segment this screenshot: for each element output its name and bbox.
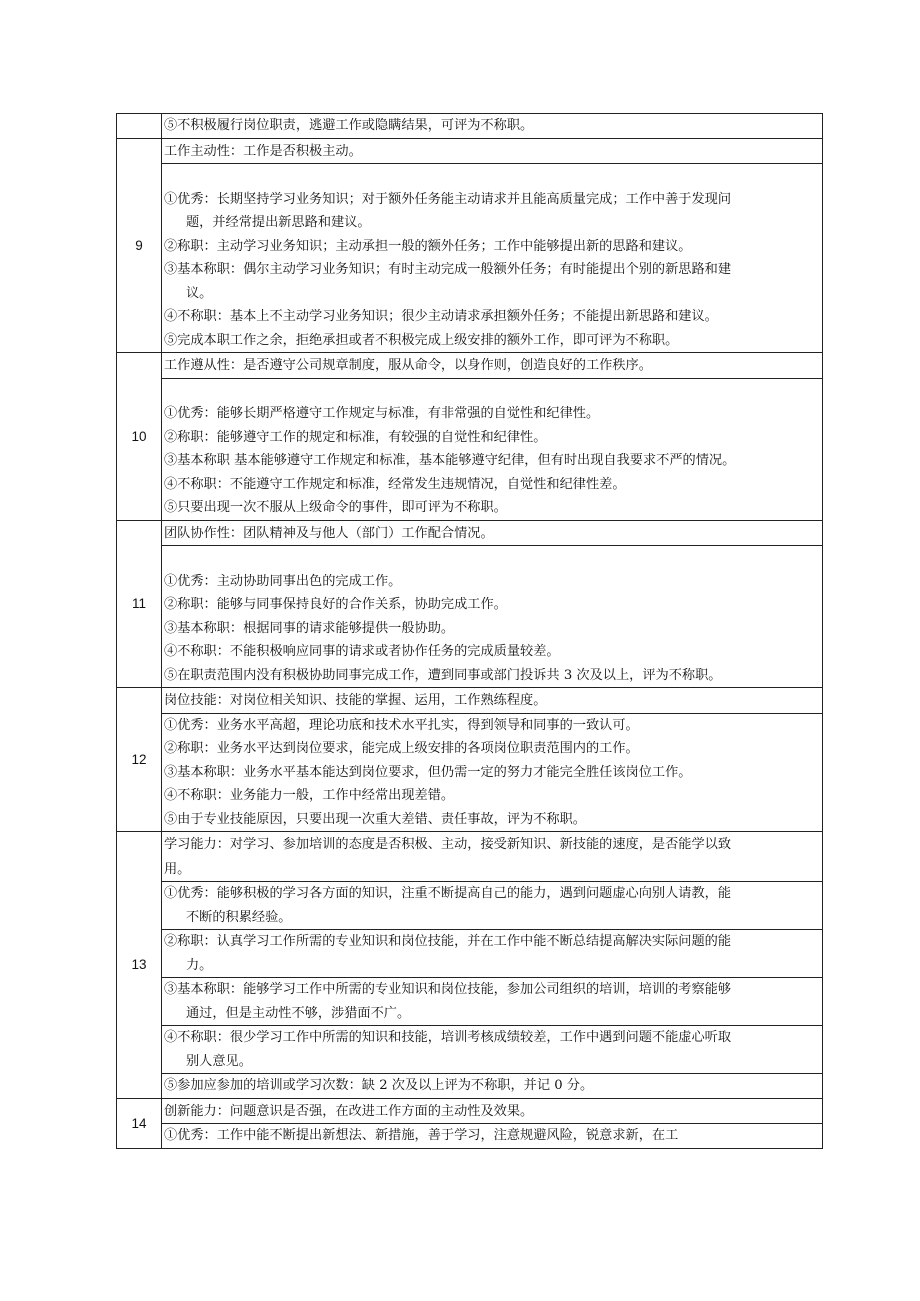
item-number: 10 bbox=[117, 353, 162, 521]
table-row bbox=[117, 1074, 823, 1099]
table-row bbox=[117, 378, 823, 520]
table-row bbox=[117, 688, 823, 714]
criteria-cell bbox=[162, 1026, 823, 1074]
criteria-cell bbox=[162, 713, 823, 832]
item-number: 14 bbox=[117, 1098, 162, 1148]
criteria-cell bbox=[162, 882, 823, 930]
item-number: 13 bbox=[117, 832, 162, 1099]
criteria-cell bbox=[162, 1124, 823, 1149]
criteria-header: 工作主动性：工作是否积极主动。 bbox=[162, 138, 823, 164]
criteria-item: ②称职：业务水平达到岗位要求，能完成上级安排的各项岗位职责范围内的工作。 bbox=[164, 741, 639, 756]
criteria-item: ④不称职：业务能力一般，工作中经常出现差错。 bbox=[164, 788, 455, 803]
criteria-item: ⑤不积极履行岗位职责，逃避工作或隐瞒结果，可评为不称职。 bbox=[164, 118, 534, 133]
criteria-cell bbox=[162, 930, 823, 978]
table-row bbox=[117, 882, 823, 930]
criteria-item: ⑤只要出现一次不服从上级命令的事件，即可评为不称职。 bbox=[164, 500, 507, 515]
criteria-cell bbox=[162, 978, 823, 1026]
criteria-item: ⑤完成本职工作之余，拒绝承担或者不积极完成上级安排的额外工作，即可评为不称职。 bbox=[164, 332, 679, 348]
criteria-item: ③基本称职：根据同事的请求能够提供一般协助。 bbox=[164, 620, 455, 636]
criteria-item: ①优秀：能够长期严格遵守工作规定与标准，有非常强的自觉性和纪律性。 bbox=[164, 406, 600, 421]
criteria-item: ③基本称职：能够学习工作中所需的专业知识和岗位技能，参加公司组织的培训，培训的考察能够 通过，但是主动性不够，涉猎面不广。 bbox=[164, 982, 732, 1021]
criteria-item: ⑤参加应参加的培训或学习次数：缺 2 次及以上评为不称职，并记 0 分。 bbox=[164, 1078, 594, 1093]
criteria-item: ③基本称职：偶尔主动学习业务知识；有时主动完成一般额外任务；有时能提出个别的新思路和建 议。 bbox=[164, 262, 732, 301]
criteria-item: ④不称职：很少学习工作中所需的知识和技能，培训考核成绩较差，工作中遇到问题不能虚心听取 别人意见。 bbox=[164, 1030, 732, 1069]
criteria-header: 团队协作性：团队精神及与他人（部门）工作配合情况。 bbox=[162, 520, 823, 546]
table-row bbox=[117, 114, 823, 139]
table-row bbox=[117, 1098, 823, 1124]
criteria-item: ⑤在职责范围内没有积极协助同事完成工作，遭到同事或部门投诉共 3 次及以上，评为不称职。 bbox=[164, 667, 722, 683]
criteria-item: ①优秀：工作中能不断提出新想法、新措施，善于学习，注意规避风险，锐意求新，在工 bbox=[164, 1128, 679, 1143]
criteria-item: ①优秀：能够积极的学习各方面的知识，注重不断提高自己的能力，遇到问题虚心向别人请教，能 不断的积累经验。 bbox=[164, 886, 732, 925]
item-number: 9 bbox=[117, 138, 162, 353]
criteria-item: ②称职：能够与同事保持良好的合作关系，协助完成工作。 bbox=[164, 597, 507, 612]
criteria-header: 创新能力：问题意识是否强，在改进工作方面的主动性及效果。 bbox=[162, 1098, 823, 1124]
criteria-cell bbox=[162, 378, 823, 520]
criteria-cell bbox=[162, 1074, 823, 1099]
item-number: 11 bbox=[117, 520, 162, 688]
criteria-cell bbox=[162, 546, 823, 688]
criteria-item: ②称职：认真学习工作所需的专业知识和岗位技能，并在工作中能不断总结提高解决实际问题的能 力。 bbox=[164, 934, 732, 973]
criteria-item: ①优秀：业务水平高超，理论功底和技术水平扎实，得到领导和同事的一致认可。 bbox=[164, 717, 639, 733]
criteria-item: ①优秀：主动协助同事出色的完成工作。 bbox=[164, 573, 402, 589]
table-row bbox=[117, 1026, 823, 1074]
table-row bbox=[117, 520, 823, 546]
criteria-cell bbox=[162, 114, 823, 139]
criteria-item: ④不称职：不能积极响应同事的请求或者协作任务的完成质量较差。 bbox=[164, 644, 560, 659]
item-number: 12 bbox=[117, 688, 162, 832]
criteria-item: ④不称职：基本上不主动学习业务知识；很少主动请求承担额外任务；不能提出新思路和建议。 bbox=[164, 309, 718, 324]
criteria-header: 学习能力：对学习、参加培训的态度是否积极、主动，接受新知识、新技能的速度，是否能学以致 用。 bbox=[162, 832, 823, 882]
table-row bbox=[117, 1124, 823, 1149]
criteria-header: 工作遵从性：是否遵守公司规章制度，服从命令，以身作则，创造良好的工作秩序。 bbox=[162, 353, 823, 379]
criteria-item: ④不称职：不能遵守工作规定和标准，经常发生违规情况，自觉性和纪律性差。 bbox=[164, 476, 626, 492]
table-row bbox=[117, 713, 823, 832]
criteria-item: ②称职：主动学习业务知识；主动承担一般的额外任务；工作中能够提出新的思路和建议。 bbox=[164, 238, 692, 254]
table-row bbox=[117, 930, 823, 978]
criteria-item: ⑤由于专业技能原因，只要出现一次重大差错、责任事故，评为不称职。 bbox=[164, 811, 586, 827]
table-row bbox=[117, 353, 823, 379]
criteria-item: ③基本称职 基本能够遵守工作规定和标准，基本能够遵守纪律，但有时出现自我要求不严的情况。 bbox=[164, 453, 736, 468]
criteria-item: ③基本称职：业务水平基本能达到岗位要求，但仍需一定的努力才能完全胜任该岗位工作。 bbox=[164, 764, 692, 780]
criteria-header: 岗位技能：对岗位相关知识、技能的掌握、运用，工作熟练程度。 bbox=[162, 688, 823, 714]
item-number bbox=[117, 114, 162, 139]
criteria-cell bbox=[162, 164, 823, 353]
criteria-item: ②称职：能够遵守工作的规定和标准，有较强的自觉性和纪律性。 bbox=[164, 429, 547, 445]
table-row bbox=[117, 546, 823, 688]
table-row bbox=[117, 164, 823, 353]
table-row bbox=[117, 978, 823, 1026]
table-row bbox=[117, 138, 823, 164]
table-row bbox=[117, 832, 823, 882]
evaluation-table bbox=[116, 113, 823, 1149]
criteria-item: ①优秀：长期坚持学习业务知识；对于额外任务能主动请求并且能高质量完成；工作中善于发现问 题，并经常提出新思路和建议。 bbox=[164, 191, 732, 230]
